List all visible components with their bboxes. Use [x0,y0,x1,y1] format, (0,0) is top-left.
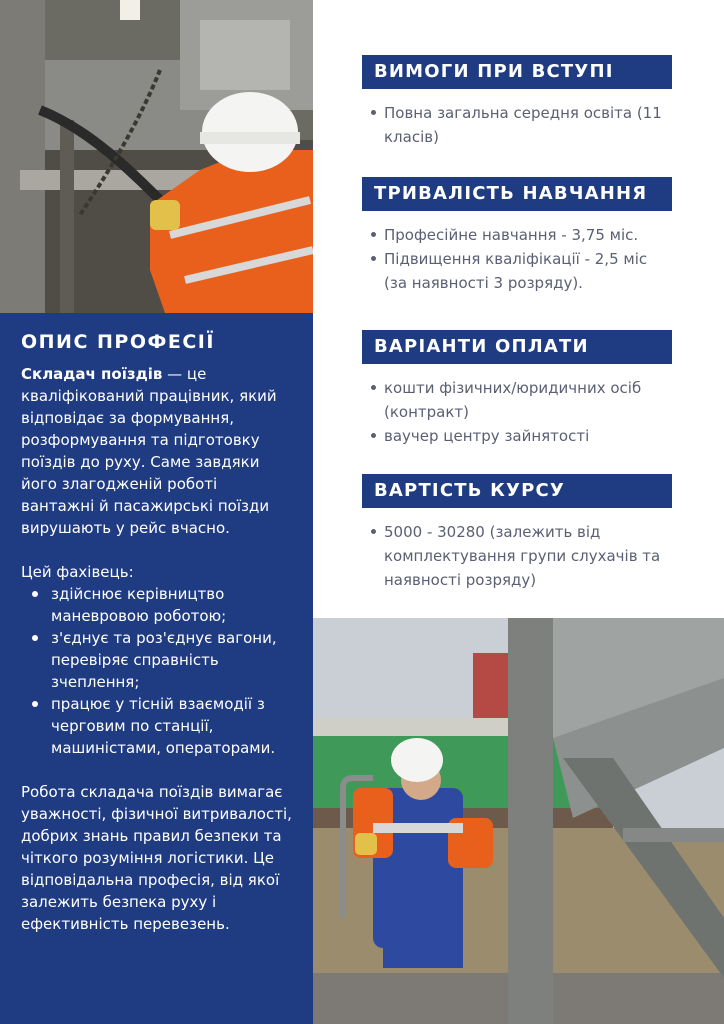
intro-text: — це кваліфікований працівник, який відповідає за формування, розформування та підготовку поїздів до руху. Саме завдяки його злагодженій роботі вантажні й пасажирські поїзди вирушають у рейс вчасно. [21,365,277,537]
cost-list [362,520,672,592]
profession-description-title: ОПИС ПРОФЕСІЇ [21,331,215,353]
payment-item: ваучер центру зайнятості [384,424,672,448]
payment-section [362,330,672,448]
cost-item: 5000 - 30280 (залежить від комплектування групи слухачів та наявності розряду) [384,520,672,592]
profession-name: Складач поїздів [21,365,163,383]
payment-title: ВАРІАНТИ ОПЛАТИ [362,330,672,364]
duties-intro: Цей фахівець: [21,563,134,581]
duration-title: ТРИВАЛІСТЬ НАВЧАННЯ [362,177,672,211]
worker-near-train-photo [313,618,724,1024]
intro-paragraph [21,363,293,539]
requirements-list [362,101,672,149]
duties-list [21,583,293,759]
duty-item: працює у тісній взаємодії з черговим по станції, машиністами, операторами. [51,693,293,759]
cost-section [362,474,672,592]
duration-list [362,223,672,295]
duty-item: з'єднує та роз'єднує вагони, перевіряє справність зчеплення; [51,627,293,693]
payment-list [362,376,672,448]
profession-description-panel [0,313,313,1024]
payment-item: кошти фізичних/юридичних осіб (контракт) [384,376,672,424]
duration-section [362,177,672,295]
requirement-item: Повна загальна середня освіта (11 класів) [384,101,672,149]
requirements-section [362,55,672,149]
duration-item: Підвищення кваліфікації - 2,5 міс (за наявності 3 розряду). [384,247,672,295]
requirements-title: ВИМОГИ ПРИ ВСТУПІ [362,55,672,89]
duty-item: здійснює керівництво маневровою роботою; [51,583,293,627]
cost-title: ВАРТІСТЬ КУРСУ [362,474,672,508]
worker-coupling-wagons-photo [0,0,313,313]
duration-item: Професійне навчання - 3,75 міс. [384,223,672,247]
closing-paragraph: Робота складача поїздів вимагає уважності, фізичної витривалості, добрих знань правил безпеки та чіткого розуміння логістики. Це відповідальна професія, від якої залежить безпека руху і ефективність перевезень. [21,783,292,933]
profession-description-body [21,363,293,935]
